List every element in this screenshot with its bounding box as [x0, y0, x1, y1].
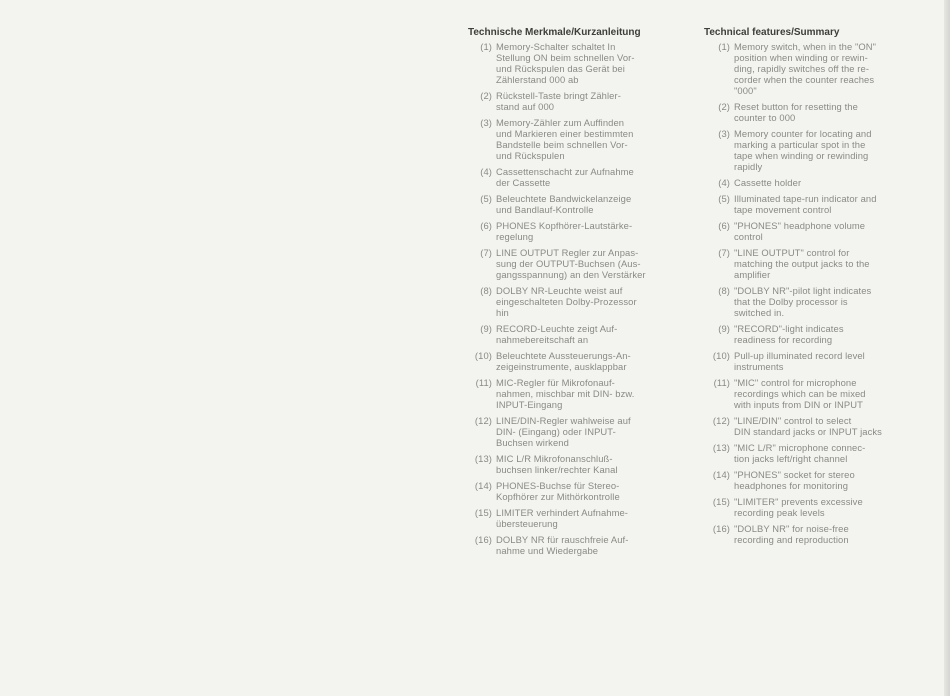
list-item: [468, 507, 686, 529]
list-item: [468, 166, 686, 188]
item-text: MIC L/R Mikrofonanschluß- buchsen linker/rechter Kanal: [496, 453, 618, 475]
item-number: (6): [480, 220, 492, 231]
list-item: [468, 247, 686, 280]
list-item: [468, 480, 686, 502]
item-number: (4): [718, 177, 730, 188]
item-number: (2): [480, 90, 492, 101]
list-item: [704, 415, 944, 437]
list-item: [704, 101, 944, 123]
item-text: LIMITER verhindert Aufnahme- übersteuerung: [496, 507, 629, 529]
item-number: (15): [712, 496, 730, 507]
item-number: (16): [712, 523, 730, 534]
item-text: Memory-Zähler zum Auffinden und Markieren einer bestimmten Bandstelle beim schnellen Vor- und Rückspulen: [496, 117, 634, 161]
item-text: "LINE/DIN" control to select DIN standard jacks or INPUT jacks: [734, 415, 882, 437]
item-text: Cassette holder: [734, 177, 802, 188]
item-number: (9): [718, 323, 730, 334]
list-item: [468, 377, 686, 410]
list-item: [704, 128, 944, 172]
english-feature-list: [704, 41, 944, 545]
item-number: (5): [480, 193, 492, 204]
item-number: (12): [474, 415, 492, 426]
item-number: (13): [712, 442, 730, 453]
item-text: DOLBY NR-Leuchte weist auf eingeschalteten Dolby-Prozessor hin: [496, 285, 637, 318]
item-text: DOLBY NR für rauschfreie Auf- nahme und Wiedergabe: [496, 534, 629, 556]
list-item: [468, 350, 686, 372]
list-item: [704, 377, 944, 410]
list-item: [468, 323, 686, 345]
item-text: "RECORD"-light indicates readiness for recording: [734, 323, 844, 345]
item-text: LINE/DIN-Regler wahlweise auf DIN- (Eingang) oder INPUT- Buchsen wirkend: [496, 415, 631, 448]
list-item: [468, 534, 686, 556]
list-item: [468, 453, 686, 475]
item-number: (8): [718, 285, 730, 296]
english-heading: Technical features/Summary: [704, 27, 840, 38]
list-item: [704, 247, 944, 280]
item-number: (3): [718, 128, 730, 139]
german-column: [468, 27, 686, 556]
list-item: [468, 117, 686, 161]
item-text: PHONES-Buchse für Stereo- Kopfhörer zur Mithörkontrolle: [496, 480, 620, 502]
list-item: [468, 90, 686, 112]
item-text: "PHONES" headphone volume control: [734, 220, 866, 242]
item-text: Rückstell-Taste bringt Zähler- stand auf 000: [496, 90, 621, 112]
item-text: "LINE OUTPUT" control for matching the output jacks to the amplifier: [734, 247, 870, 280]
item-number: (12): [712, 415, 730, 426]
item-text: Pull-up illuminated record level instruments: [734, 350, 865, 372]
item-number: (11): [475, 377, 492, 388]
item-text: Cassettenschacht zur Aufnahme der Cassette: [496, 166, 634, 188]
item-text: "DOLBY NR"-pilot light indicates that the Dolby processor is switched in.: [734, 285, 872, 318]
item-number: (11): [713, 377, 730, 388]
list-item: [704, 41, 944, 96]
item-text: "MIC L/R" microphone connec- tion jacks left/right channel: [734, 442, 866, 464]
item-number: (8): [480, 285, 492, 296]
item-text: MIC-Regler für Mikrofonauf- nahmen, mischbar mit DIN- bzw. INPUT-Eingang: [496, 377, 635, 410]
list-item: [468, 220, 686, 242]
item-number: (14): [474, 480, 492, 491]
item-text: "LIMITER" prevents excessive recording peak levels: [734, 496, 863, 518]
list-item: [704, 442, 944, 464]
list-item: [704, 193, 944, 215]
item-text: Memory switch, when in the "ON" position when winding or rewin- ding, rapidly switches off the re- corder when the counter reaches "000": [734, 41, 877, 96]
list-item: [468, 285, 686, 318]
list-item: [704, 350, 944, 372]
item-number: (10): [474, 350, 492, 361]
item-number: (13): [474, 453, 492, 464]
item-text: "MIC" control for microphone recordings which can be mixed with inputs from DIN or INPUT: [734, 377, 866, 410]
list-item: [704, 323, 944, 345]
list-item: [704, 177, 944, 188]
list-item: [704, 285, 944, 318]
item-text: RECORD-Leuchte zeigt Auf- nahmebereitschaft an: [496, 323, 618, 345]
item-text: LINE OUTPUT Regler zur Anpas- sung der OUTPUT-Buchsen (Aus- gangsspannung) an den Verstärker: [496, 247, 646, 280]
german-heading: Technische Merkmale/Kurzanleitung: [468, 27, 641, 38]
item-text: "DOLBY NR" for noise-free recording and reproduction: [734, 523, 849, 545]
item-number: (5): [718, 193, 730, 204]
list-item: [704, 496, 944, 518]
item-number: (1): [480, 41, 492, 52]
item-text: Memory counter for locating and marking a particular spot in the tape when winding or rewinding rapidly: [734, 128, 872, 172]
list-item: [468, 415, 686, 448]
list-item: [468, 41, 686, 85]
list-item: [704, 469, 944, 491]
item-text: Beleuchtete Bandwickelanzeige und Bandlauf-Kontrolle: [496, 193, 632, 215]
item-text: Memory-Schalter schaltet In Stellung ON beim schnellen Vor- und Rückspulen das Gerät bei Zählerstand 000 ab: [496, 41, 635, 85]
item-text: "PHONES" socket for stereo headphones for monitoring: [734, 469, 855, 491]
item-number: (10): [712, 350, 730, 361]
item-number: (9): [480, 323, 492, 334]
list-item: [704, 523, 944, 545]
item-number: (4): [480, 166, 492, 177]
german-feature-list: [468, 41, 686, 556]
item-number: (3): [480, 117, 492, 128]
list-item: [704, 220, 944, 242]
item-text: PHONES Kopfhörer-Lautstärke- regelung: [496, 220, 633, 242]
item-number: (6): [718, 220, 730, 231]
item-number: (7): [480, 247, 492, 258]
item-number: (1): [718, 41, 730, 52]
item-text: Reset button for resetting the counter to 000: [734, 101, 858, 123]
page-edge: [944, 0, 950, 696]
english-column: [704, 27, 944, 545]
item-number: (15): [474, 507, 492, 518]
list-item: [468, 193, 686, 215]
item-number: (16): [474, 534, 492, 545]
item-number: (14): [712, 469, 730, 480]
item-text: Beleuchtete Aussteuerungs-An- zeigeinstrumente, ausklappbar: [496, 350, 631, 372]
item-number: (7): [718, 247, 730, 258]
item-number: (2): [718, 101, 730, 112]
item-text: Illuminated tape-run indicator and tape movement control: [734, 193, 877, 215]
